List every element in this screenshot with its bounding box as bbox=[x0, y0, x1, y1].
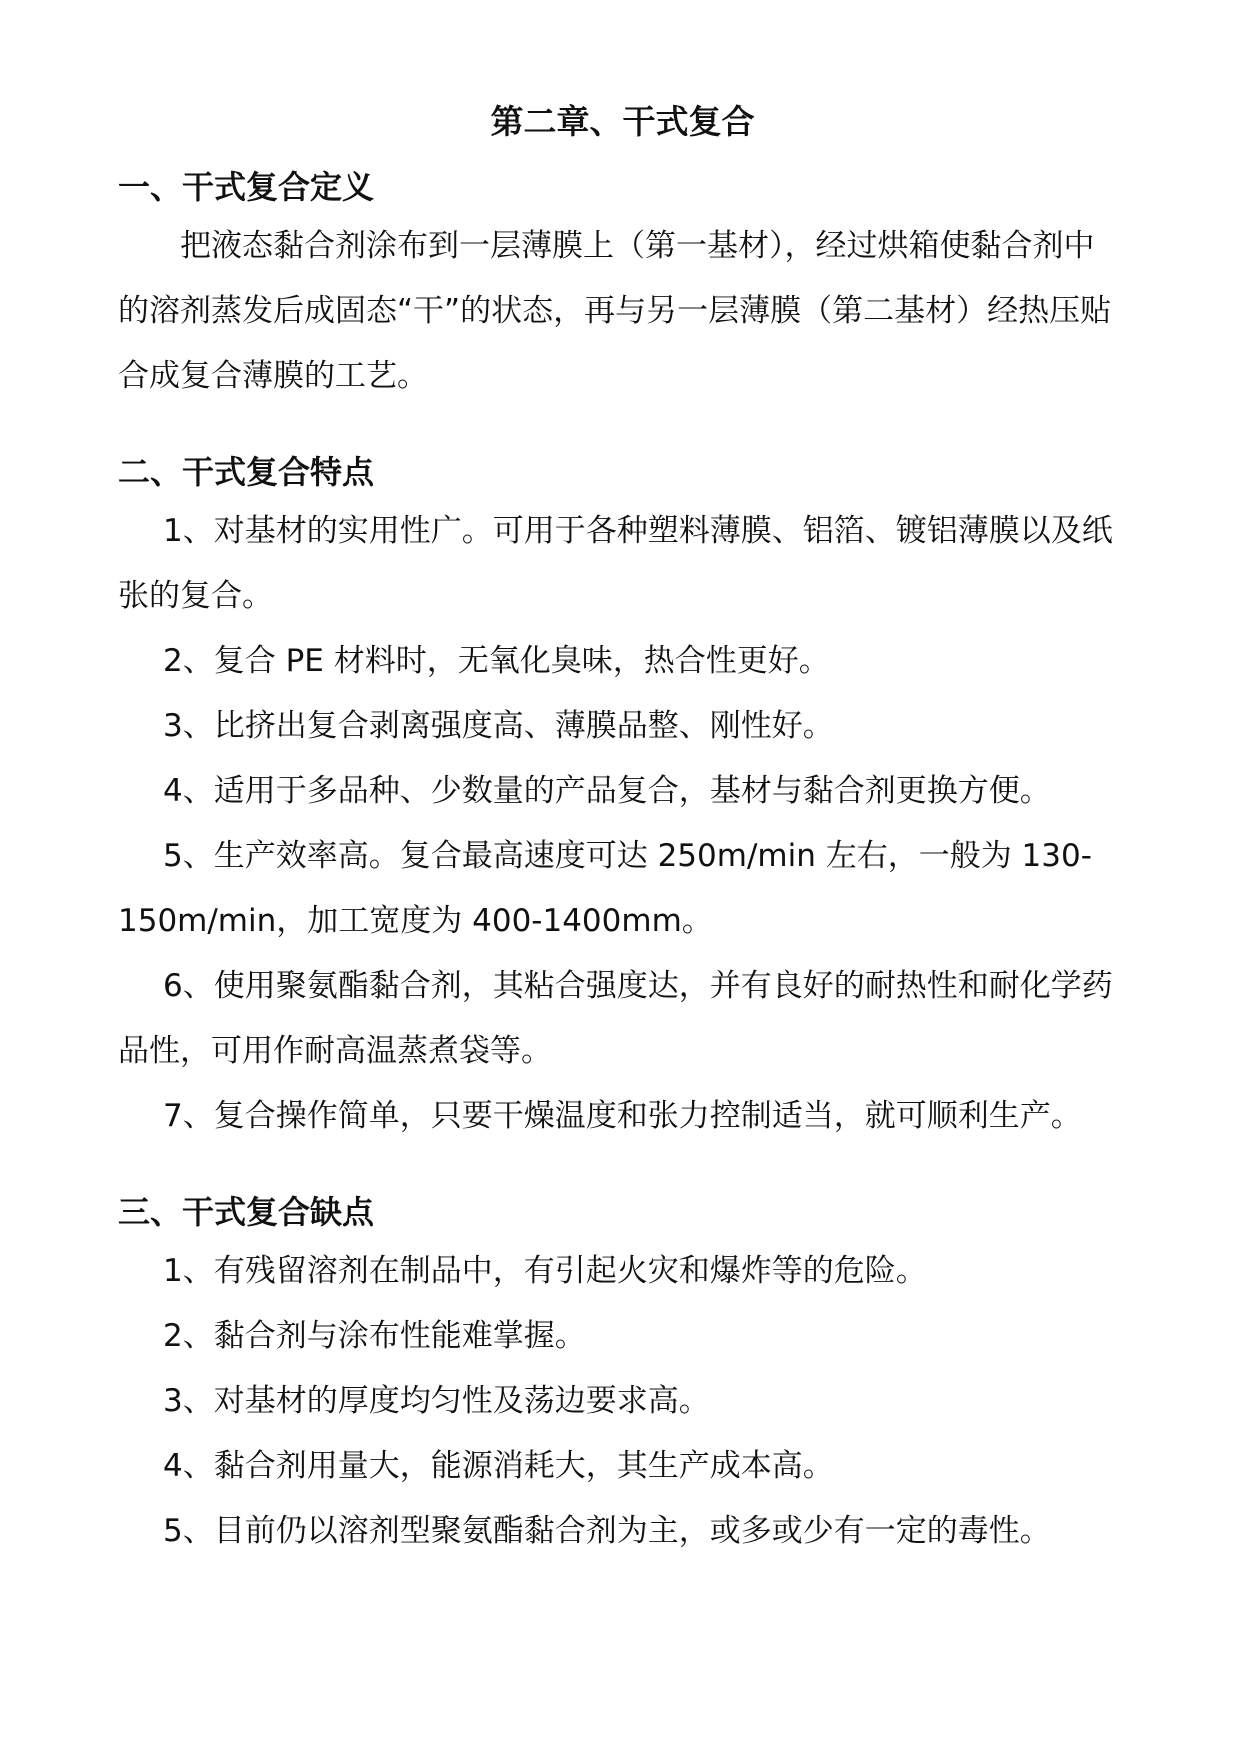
drawback-item: 5、目前仍以溶剂型聚氨酯黏合剂为主，或多或少有一定的毒性。 bbox=[163, 1513, 1051, 1549]
feature-item: 1、对基材的实用性广。可用于各种塑料薄膜、铝箔、镀铝薄膜以及纸张的复合。 bbox=[118, 513, 1113, 614]
drawback-item: 3、对基材的厚度均匀性及荡边要求高。 bbox=[163, 1383, 710, 1419]
section-heading-drawbacks: 三、干式复合缺点 bbox=[118, 1193, 375, 1231]
definition-paragraph: 把液态黏合剂涂布到一层薄膜上（第一基材），经过烘箱使黏合剂中的溶剂蒸发后成固态“干”的状态，再与另一层薄膜（第二基材）经热压贴合成复合薄膜的工艺。 bbox=[118, 228, 1112, 394]
feature-item: 5、生产效率高。复合最高速度可达 250m/min 左右，一般为 130-150m/min，加工宽度为 400-1400mm。 bbox=[118, 838, 1092, 939]
feature-item: 4、适用于多品种、少数量的产品复合，基材与黏合剂更换方便。 bbox=[163, 773, 1051, 809]
drawback-item: 2、黏合剂与涂布性能难掌握。 bbox=[163, 1318, 586, 1354]
drawback-item: 1、有残留溶剂在制品中，有引起火灾和爆炸等的危险。 bbox=[163, 1253, 927, 1289]
section-features bbox=[118, 445, 1123, 1149]
feature-item: 7、复合操作简单，只要干燥温度和张力控制适当，就可顺利生产。 bbox=[163, 1098, 1082, 1134]
section-heading-definition: 一、干式复合定义 bbox=[118, 168, 375, 206]
feature-item: 2、复合 PE 材料时，无氧化臭味，热合性更好。 bbox=[163, 643, 830, 679]
section-definition bbox=[118, 160, 1123, 409]
drawback-item: 4、黏合剂用量大，能源消耗大，其生产成本高。 bbox=[163, 1448, 834, 1484]
section-heading-features: 二、干式复合特点 bbox=[118, 453, 375, 491]
section-drawbacks bbox=[118, 1185, 1123, 1564]
feature-item: 3、比挤出复合剥离强度高、薄膜品整、刚性好。 bbox=[163, 708, 834, 744]
feature-item: 6、使用聚氨酯黏合剂，其粘合强度达，并有良好的耐热性和耐化学药品性，可用作耐高温蒸煮袋等。 bbox=[118, 968, 1113, 1069]
chapter-title: 第二章、干式复合 bbox=[490, 102, 755, 141]
